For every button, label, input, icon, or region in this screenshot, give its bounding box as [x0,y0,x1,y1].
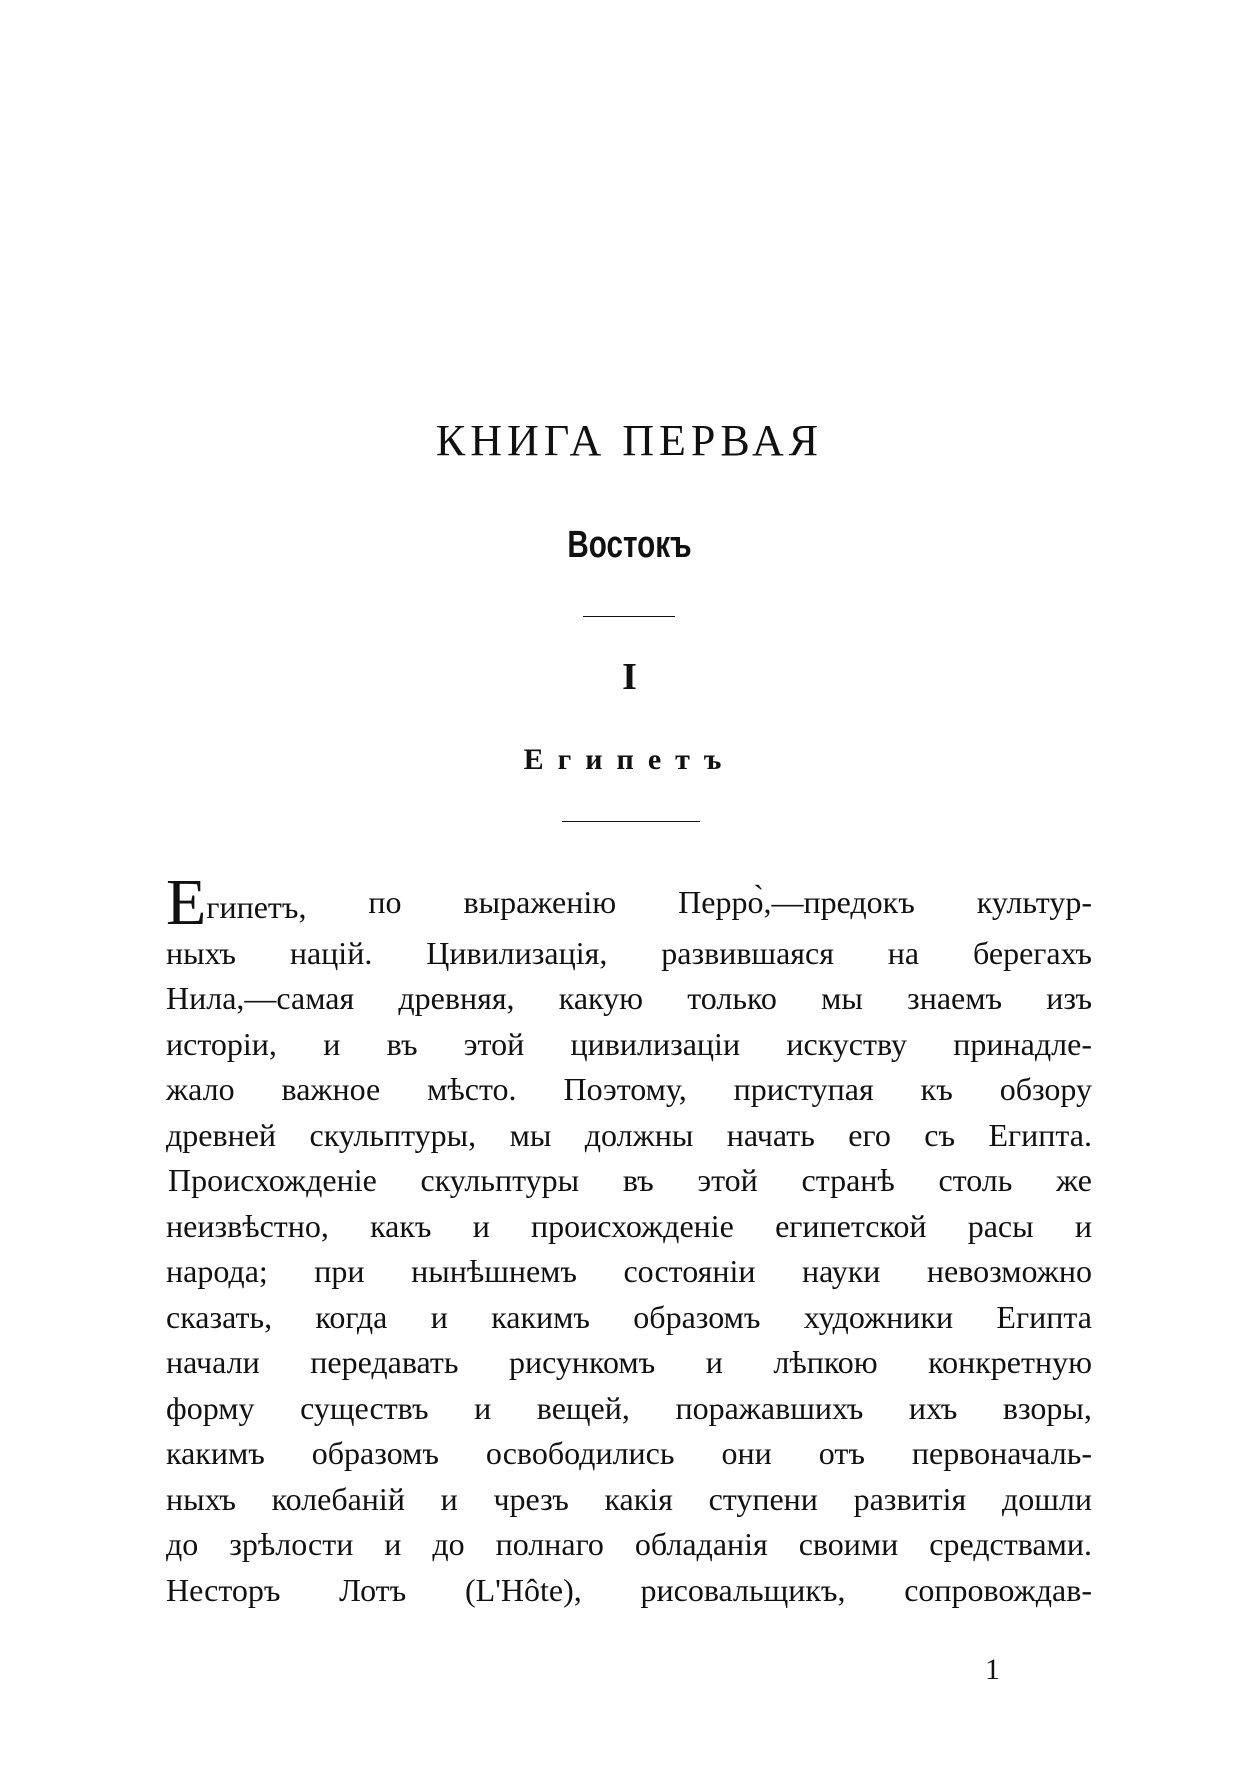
word: и [474,1389,492,1426]
word: какимъ [491,1298,590,1335]
word: какія [604,1480,673,1517]
paragraph [166,866,1092,1158]
word: по [368,884,402,920]
word: развитія [853,1480,967,1517]
word: важное [281,1071,381,1107]
word: культур- [976,884,1092,920]
word: до [166,1526,199,1562]
word: образомъ [311,1435,439,1471]
word: Египта [996,1298,1092,1335]
word: передавать [310,1344,459,1380]
text-line [166,1386,1092,1432]
word: своими [798,1526,899,1562]
word: поражавшихъ [675,1389,864,1426]
word: мѣсто. [427,1071,517,1107]
text-line [166,1522,1092,1568]
text-line [166,1113,1092,1159]
word: они [721,1435,772,1471]
drop-cap: Е [166,866,207,939]
word: къ [920,1071,953,1107]
word: странѣ [801,1162,895,1198]
word: только [687,980,777,1016]
word: расы [967,1207,1034,1244]
word: чрезъ [493,1480,569,1517]
word: исторіи, [166,1025,277,1062]
word: начали [166,1344,260,1380]
word: и [472,1207,490,1244]
word: принадле- [953,1025,1092,1062]
word: скульптуры [420,1162,580,1198]
text-line [166,1477,1092,1523]
word: ихъ [908,1389,958,1426]
word: изъ [1046,980,1092,1016]
divider-rule [583,616,675,617]
text-line [166,1295,1092,1341]
word: первоначаль- [911,1435,1092,1471]
word: средствами. [929,1526,1092,1562]
word: начать [726,1116,815,1153]
word: египетской [775,1207,927,1244]
word: форму [166,1389,255,1426]
part-title: Востокъ [567,524,692,566]
word: и [323,1025,341,1062]
word: ныхъ [166,934,236,971]
word: взоры, [1002,1389,1092,1426]
chapter-number: I [622,656,637,698]
word: Несторъ [166,1571,281,1608]
word: и [440,1480,458,1517]
word: художники [803,1298,954,1335]
word: при [314,1253,365,1289]
word: въ [386,1025,418,1062]
word: искуству [786,1025,907,1062]
word: и [430,1298,448,1335]
word: должны [584,1116,694,1153]
text-line [166,976,1092,1022]
text-line [166,1067,1092,1113]
word: невозможно [926,1253,1092,1289]
word: рисункомъ [509,1344,656,1380]
body-text [166,866,1092,1613]
word: Цивилизація, [426,934,608,971]
word: вещей, [536,1389,630,1426]
word: въ [622,1162,654,1198]
text-line [166,1249,1092,1295]
word: Египетъ, [166,866,307,939]
word: и [384,1526,402,1562]
word: дошли [1001,1480,1092,1517]
word: цивилизаціи [570,1025,741,1062]
text-line [166,866,1092,939]
word: обзору [999,1071,1092,1107]
word: какимъ [166,1435,265,1471]
word: конкретную [928,1344,1092,1380]
text-line [166,1022,1092,1068]
word: жало [166,1071,235,1107]
word: его [848,1116,891,1153]
text-line [166,1204,1092,1250]
word: этой [463,1025,525,1062]
word: и [1074,1207,1092,1244]
word: и [705,1344,723,1380]
text-line [166,1568,1092,1614]
word: развившаяся [661,934,834,971]
word: столь [938,1162,1013,1198]
word: народа; [166,1253,268,1289]
word: древняя, [398,980,515,1016]
word: сопровождав- [904,1571,1092,1608]
word: на [887,934,920,971]
word: націй. [289,934,373,971]
text-line [166,1340,1092,1386]
text-line [166,1431,1092,1477]
word: древней [166,1116,277,1153]
word: знаемъ [907,980,1003,1016]
word: до [432,1526,465,1562]
word: этой [697,1162,758,1198]
word: происхожденіе [531,1207,734,1244]
word: лѣпкою [773,1344,878,1380]
word: берегахъ [973,934,1092,971]
word: неизвѣстно, [166,1207,329,1244]
word: Нила,—самая [166,980,355,1016]
text-line [166,931,1092,977]
word: выраженію [463,884,617,920]
word: Поэтому, [563,1071,687,1107]
word: освободились [485,1435,675,1471]
word: зрѣлости [229,1526,354,1562]
word: (L'Hôte), [464,1571,582,1608]
divider-rule [562,821,700,822]
word: Происхожденіе [168,1162,377,1198]
word: скульптуры, [309,1116,477,1153]
book-title: КНИГА ПЕРВАЯ [435,416,824,465]
word: какъ [370,1207,432,1244]
word: рисовальщикъ, [640,1571,846,1608]
word: Лотъ [339,1571,407,1608]
word: обладанія [634,1526,768,1562]
word: нынѣшнемъ [411,1253,577,1289]
word: состояніи [623,1253,756,1289]
chapter-title: Египетъ [523,743,736,776]
word: съ [924,1116,955,1153]
word: отъ [818,1435,865,1471]
word: сказать, [166,1298,273,1335]
word: когда [315,1298,388,1335]
word: науки [802,1253,881,1289]
word: ныхъ [166,1480,236,1517]
word: мы [821,980,863,1016]
word: Египта. [988,1116,1092,1153]
word: Перро̀,—предокъ [678,884,915,920]
word: приступая [733,1071,874,1107]
word: полнаго [495,1526,604,1562]
paragraph [166,1158,1092,1613]
text-line [166,1158,1092,1204]
word: существъ [300,1389,429,1426]
page-number: 1 [985,1653,1000,1686]
word: колебаній [271,1480,405,1517]
word: какую [558,980,644,1016]
word: образомъ [633,1298,761,1335]
word: мы [509,1116,552,1153]
word: ступени [708,1480,818,1517]
word: же [1056,1162,1092,1198]
